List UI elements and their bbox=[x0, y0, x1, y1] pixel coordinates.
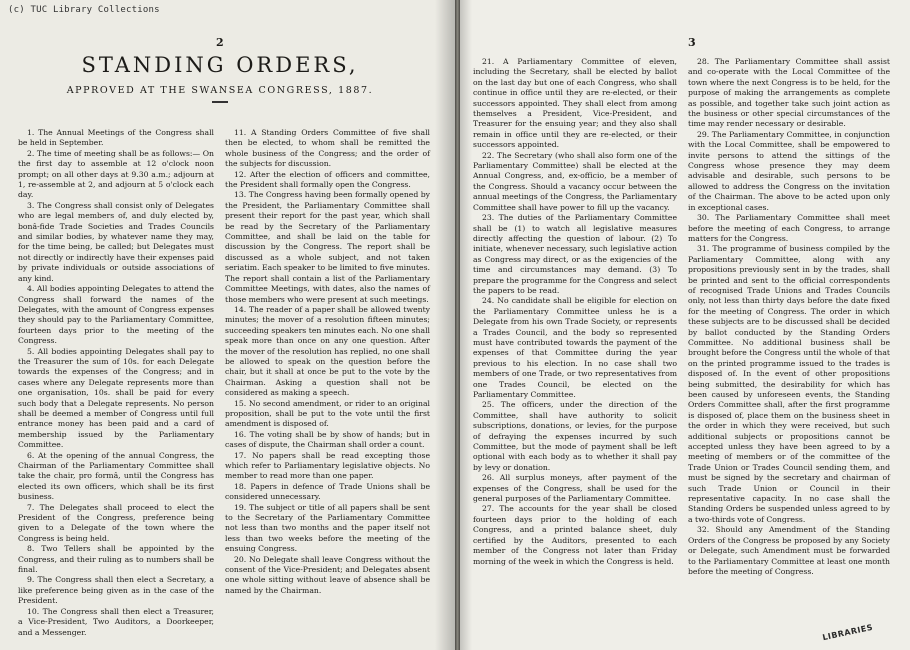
standing-order-paragraph: 4. All bodies appointing Delegates to attend the Congress shall forward the names of the Delegates, with the amount of Congress expenses they should pay to the Parliamentary Committee, fourteen days prior to the meeting of the Congress. bbox=[18, 284, 214, 346]
column-3 bbox=[473, 57, 677, 567]
standing-order-paragraph: 19. The subject or title of all papers shall be sent to the Secretary of the Parliamentary Committee not less than two months and the paper itself not less than two weeks before the meeting of the ensuing Congress. bbox=[225, 502, 430, 554]
title-divider bbox=[212, 101, 228, 103]
standing-order-paragraph: 7. The Delegates shall proceed to elect the President of the Congress, preference being given to a Delegate of the town where the Congress is being held. bbox=[18, 502, 214, 543]
standing-order-paragraph: 12. After the election of officers and committee, the President shall formally open the Congress. bbox=[225, 169, 430, 190]
standing-order-paragraph: 27. The accounts for the year shall be closed fourteen days prior to the holding of each Congress, and a printed balance sheet, duly certified by the Auditors, presented to each member of the Congress not later than Friday morning of the week in which the Congress is held. bbox=[473, 504, 677, 566]
standing-order-paragraph: 17. No papers shall be read excepting those which refer to Parliamentary legislative objects. No member to read more than one paper. bbox=[225, 450, 430, 481]
standing-order-paragraph: 22. The Secretary (who shall also form one of the Parliamentary Committee) shall be elected at the Annual Congress, and, ex-officio, be a member of the Congress. Should a vacancy occur between the annual meetings of the Congress, the Parliamentary Committee shall have power to fill up the vacancy. bbox=[473, 150, 677, 212]
standing-order-paragraph: 2. The time of meeting shall be as follows:— On the first day to assemble at 12 o'clock noon prompt; on all other days at 9.30 a.m.; adjourn at 1, re-assemble at 2, and adjourn at 5 o'clock each day. bbox=[18, 148, 214, 200]
standing-order-paragraph: 31. The programme of business compiled by the Parliamentary Committee, along with any propositions previously sent in by the trades, shall be printed and sent to the official correspondents of recognised Trade Unions and Trades Councils only, not less than thirty days before the date fixed for the meeting of Congress. The order in which these subjects are to be discussed shall be decided by ballot conducted by the Standing Orders Committee. No additional business shall be brought before the Congress until the whole of that on the printed programme issued to the trades is disposed of. In the event of other propositions being submitted, the desirability for which has been caused by unforeseen events, the Standing Orders Committee shall, after the first programme is disposed of, place them on the business sheet in the order in which they were received, but such additional subjects or propositions cannot be accepted unless they have been agreed to by a meeting of members or of the committee of the Trade Union or Trades Council sending them, and must be signed by the secretary and chairman of such Trade Union or Council in their representative capacity. In no case shall the Standing Orders be suspended unless agreed to by a two-thirds vote of Congress. bbox=[688, 244, 890, 524]
page-number-left: 2 bbox=[216, 36, 224, 49]
standing-order-paragraph: 9. The Congress shall then elect a Secretary, a like preference being given as in the case of the President. bbox=[18, 575, 214, 606]
library-stamp: LIBRARIES bbox=[821, 622, 874, 643]
collection-watermark: (c) TUC Library Collections bbox=[8, 5, 160, 15]
page-number-right: 3 bbox=[688, 36, 696, 49]
standing-order-paragraph: 23. The duties of the Parliamentary Committee shall be (1) to watch all legislative measures directly affecting the question of labour. (2) To initiate, whenever necessary, such legislative action as Congress may direct, or as the exigencies of the time and circumstances may demand. (3) To prepare the programme for the Congress and select the papers to be read. bbox=[473, 213, 677, 295]
standing-order-paragraph: 25. The officers, under the direction of the Committee, shall have authority to solicit subscriptions, donations, or levies, for the purpose of defraying the expenses incurred by such Committee, but the mode of payment shall be left optional with each body as to whether it shall pay by levy or donation. bbox=[473, 400, 677, 472]
document-subtitle: APPROVED AT THE SWANSEA CONGRESS, 1887. bbox=[66, 85, 374, 96]
right-page bbox=[460, 0, 910, 650]
standing-order-paragraph: 20. No Delegate shall leave Congress without the consent of the Vice-President; and Delegates absent one whole sitting without leave of absence shall be named by the Chairman. bbox=[225, 554, 430, 595]
standing-order-paragraph: 21. A Parliamentary Committee of eleven, including the Secretary, shall be elected by ballot on the last day but one of each Congress, who shall continue in office until they are re-elected, or their successors appointed. They shall elect from among themselves a President, Vice-President, and Treasurer for the ensuing year; and they also shall remain in office until they are re-elected, or their successors appointed. bbox=[473, 57, 677, 150]
standing-order-paragraph: 14. The reader of a paper shall be allowed twenty minutes; the mover of a resolution fifteen minutes; succeeding speakers ten minutes each. No one shall speak more than once on any one question. After the mover of the resolution has replied, no one shall be allowed to speak on the question before the chair, but it shall at once be put to the vote by the Chairman. Asking a question shall not be considered as making a speech. bbox=[225, 304, 430, 398]
standing-order-paragraph: 32. Should any Amendment of the Standing Orders of the Congress be proposed by any Society or Delegate, such Amendment must be forwarded to the Parliamentary Committee at least one month before the meeting of Congress. bbox=[688, 525, 890, 576]
standing-order-paragraph: 24. No candidate shall be eligible for election on the Parliamentary Committee unless he is a Delegate from his own Trade Society, or represents a Trades Council, and the body so represented must have contributed towards the payment of the expenses of that Committee during the year previous to his election. In no case shall two members of one Trade, or two representatives from one Trades Council, be elected on the Parliamentary Committee. bbox=[473, 296, 677, 399]
standing-order-paragraph: 11. A Standing Orders Committee of five shall then be elected, to whom shall be remitted the whole business of the Congress; and the order of the subjects for discussion. bbox=[225, 128, 430, 169]
standing-order-paragraph: 13. The Congress having been formally opened by the President, the Parliamentary Committee shall present their report for the past year, which shall be read by the Secretary of the Parliamentary Committee, and shall be laid on the table for discussion by the Congress. The report shall be discussed as a whole subject, and not taken seriatim. Each speaker to be limited to five minutes. The report shall contain a list of the Parliamentary Committee Meetings, with dates, also the names of those members who were present at such meetings. bbox=[225, 190, 430, 304]
standing-order-paragraph: 6. At the opening of the annual Congress, the Chairman of the Parliamentary Committee shall take the chair, pro formâ, until the Congress has elected its own officers, which shall be its first business. bbox=[18, 450, 214, 502]
column-4 bbox=[688, 57, 890, 577]
column-2 bbox=[225, 128, 430, 596]
standing-order-paragraph: 1. The Annual Meetings of the Congress shall be held in September. bbox=[18, 128, 214, 148]
standing-order-paragraph: 26. All surplus moneys, after payment of the expenses of the Congress, shall be used for the general purposes of the Parliamentary Committee. bbox=[473, 473, 677, 504]
document-title: STANDING ORDERS, bbox=[81, 53, 359, 77]
standing-order-paragraph: 30. The Parliamentary Committee shall meet before the meeting of each Congress, to arrange matters for the Congress. bbox=[688, 213, 890, 243]
standing-order-paragraph: 28. The Parliamentary Committee shall assist and co-operate with the Local Committee of the town where the next Congress is to be held, for the purpose of making the arrangements as complete as possible, and together take such joint action as the business or other special circumstances of the time may render necessary or desirable. bbox=[688, 57, 890, 129]
standing-order-paragraph: 10. The Congress shall then elect a Treasurer, a Vice-President, Two Auditors, a Doorkeeper, and a Messenger. bbox=[18, 606, 214, 637]
column-1 bbox=[18, 128, 214, 638]
standing-order-paragraph: 15. No second amendment, or rider to an original proposition, shall be put to the vote until the first amendment is disposed of. bbox=[225, 398, 430, 429]
standing-order-paragraph: 29. The Parliamentary Committee, in conjunction with the Local Committee, shall be empowered to invite persons to attend the sittings of the Congress whose presence they may deem advisable and desirable, such persons to be allowed to address the Congress on the invitation of the Chairman. The above to be acted upon only in exceptional cases. bbox=[688, 129, 890, 212]
standing-order-paragraph: 3. The Congress shall consist only of Delegates who are legal members of, and duly elected by, bonâ-fide Trade Societies and Trades Councils and similar bodies, by whatever name they may, for the time being, be called; but Delegates must not directly or indirectly have their expenses paid by private individuals or outside associations of any kind. bbox=[18, 200, 214, 283]
standing-order-paragraph: 8. Two Tellers shall be appointed by the Congress, and their ruling as to numbers shall be final. bbox=[18, 544, 214, 575]
standing-order-paragraph: 18. Papers in defence of Trade Unions shall be considered unnecessary. bbox=[225, 481, 430, 502]
standing-order-paragraph: 5. All bodies appointing Delegates shall pay to the Treasurer the sum of 10s. for each Delegate towards the expenses of the Congress; and in cases where any Delegate represents more than one organisation, 10s. shall be paid for every such body that a Delegate represents. No person shall be deemed a member of Congress until full entrance money has been paid and a card of membership issued by the Parliamentary Committee. bbox=[18, 346, 214, 450]
standing-order-paragraph: 16. The voting shall be by show of hands; but in cases of dispute, the Chairman shall order a count. bbox=[225, 429, 430, 450]
